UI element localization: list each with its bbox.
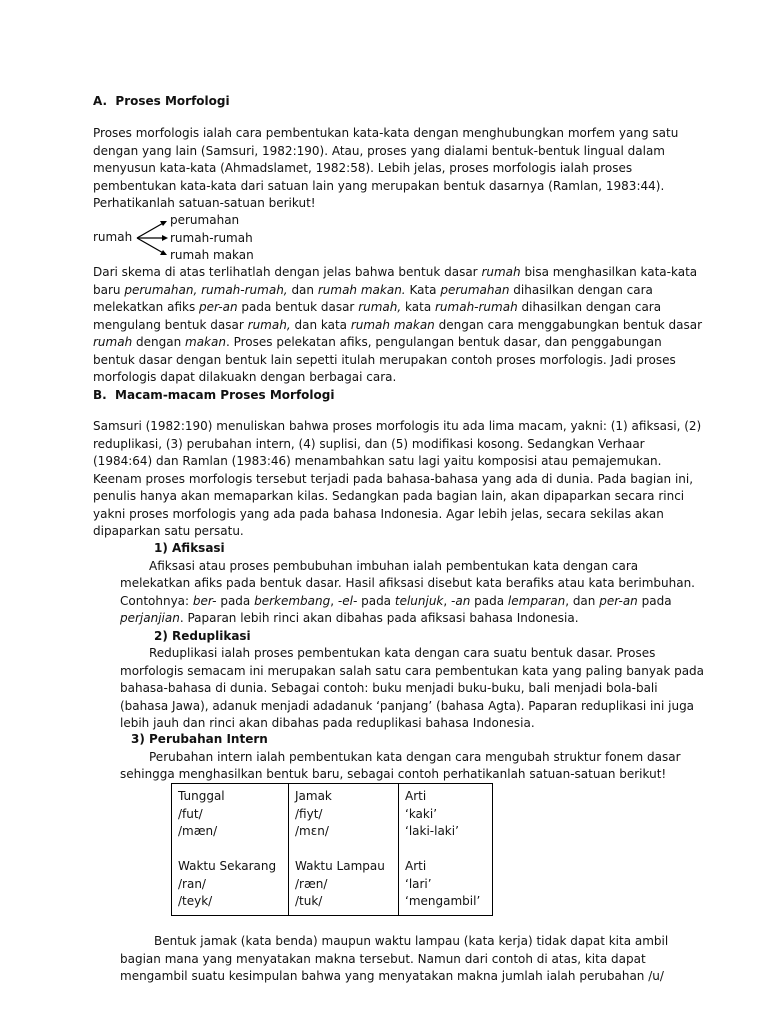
paragraph-line: Afiksasi atau proses pembubuhan imbuhan ialah pembentukan kata dengan cara bbox=[149, 558, 639, 573]
paragraph-line: Keenam proses morfologis tersebut terjadi pada bahasa-bahasa yang ada di dunia. Pada bagian ini, bbox=[93, 471, 694, 486]
table-header-cell: Waktu Sekarang bbox=[178, 859, 277, 873]
table-header-cell: Jamak bbox=[289, 784, 399, 806]
table-cell: ‘lari’ bbox=[399, 876, 493, 894]
diagram-branch-perumahan: perumahan bbox=[170, 213, 240, 227]
table-cell bbox=[399, 841, 493, 859]
paragraph-line: Proses morfologis ialah cara pembentukan kata-kata dengan menghubungkan morfem yang satu bbox=[93, 126, 679, 140]
table-cell bbox=[289, 841, 399, 859]
paragraph-line: (bahasa Jawa), adanuk menjadi adadanuk ‘panjang’ (bahasa Agta). Paparan reduplikasi ini juga bbox=[120, 698, 695, 713]
paragraph-line: menyusun kata-kata (Ahmadslamet, 1982:58). Lebih jelas, proses morfologis ialah proses bbox=[93, 161, 633, 175]
diagram-root-word: rumah bbox=[93, 230, 133, 244]
table-cell: ‘kaki’ bbox=[399, 806, 493, 824]
table-cell: /teyk/ bbox=[178, 894, 213, 908]
table-cell: /fiyt/ bbox=[289, 806, 399, 824]
subheading-afiksasi: 1) Afiksasi bbox=[154, 541, 225, 555]
paragraph-line: lebih jauh dan rinci akan dibahas pada reduplikasi bahasa Indonesia. bbox=[120, 716, 535, 730]
table-cell: /ræn/ bbox=[289, 876, 399, 894]
table-header-row bbox=[172, 784, 493, 806]
table-cell: /mɛn/ bbox=[289, 823, 399, 841]
heading-macam-macam-proses-morfologi: B. Macam-macam Proses Morfologi bbox=[93, 387, 335, 402]
table-header-cell: Waktu Lampau bbox=[289, 858, 399, 876]
diagram-branch-rumah-rumah: rumah-rumah bbox=[170, 230, 253, 245]
paragraph-line: Dari skema di atas terlihatlah dengan jelas bahwa bentuk dasar rumah bisa menghasilkan kata-kata bbox=[93, 265, 698, 279]
table-row bbox=[172, 876, 493, 894]
heading-proses-morfologi: A. Proses Morfologi bbox=[93, 94, 230, 108]
paragraph-line: mengulang bentuk dasar rumah, dan kata rumah makan dengan cara menggabungkan bentuk dasar bbox=[93, 317, 703, 332]
table-cell: ‘mengambil’ bbox=[399, 893, 493, 915]
paragraph-line: bentuk dasar dengan bentuk lain sepetti itulah merupakan contoh proses morfologis. Jadi proses bbox=[93, 352, 676, 367]
paragraph-line: sehingga menghasilkan bentuk baru, sebagai contoh perhatikanlah satuan-satuan berikut! bbox=[120, 767, 667, 781]
subheading-reduplikasi: 2) Reduplikasi bbox=[154, 628, 251, 643]
paragraph-line: rumah dengan makan. Proses pelekatan afiks, pengulangan bentuk dasar, dan penggabungan bbox=[93, 335, 662, 349]
paragraph-line: penulis hanya akan memaparkan kilas. Sedangkan pada bagian lain, akan dipaparkan secara rinci bbox=[93, 489, 685, 503]
paragraph-line: yakni proses morfologis yang ada pada bahasa Indonesia. Agar lebih jelas, secara sekilas akan bbox=[93, 506, 664, 521]
table-header-cell: Arti bbox=[399, 784, 493, 806]
example-table bbox=[171, 783, 493, 916]
table-cell: /tuk/ bbox=[289, 893, 399, 915]
paragraph-line: (1984:64) dan Ramlan (1983:46) menambahkan satu lagi yaitu komposisi atau pemajemukan. bbox=[93, 454, 662, 468]
paragraph-line: Perubahan intern ialah pembentukan kata dengan cara mengubah struktur fonem dasar bbox=[149, 749, 681, 764]
table-cell: /fut/ bbox=[178, 806, 203, 821]
table-header-cell: Tunggal bbox=[178, 789, 225, 803]
table-cell bbox=[172, 841, 289, 859]
paragraph-line: Samsuri (1982:190) menuliskan bahwa proses morfologis itu ada lima macam, yakni: (1) afiksasi, (2) bbox=[93, 419, 702, 433]
subheading-perubahan-intern: 3) Perubahan Intern bbox=[131, 732, 268, 746]
paragraph-line: bahasa-bahasa di dunia. Sebagai contoh: buku menjadi buku-buku, bali menjadi bola-bali bbox=[120, 681, 658, 695]
table-row bbox=[172, 823, 493, 841]
paragraph-line: Reduplikasi ialah proses pembentukan kata dengan cara suatu bentuk dasar. Proses bbox=[149, 646, 656, 660]
diagram-branch-rumah-makan: rumah makan bbox=[170, 248, 254, 262]
paragraph-line: morfologis semacam ini merupakan salah satu cara pembentukan kata yang paling banyak pada bbox=[120, 663, 705, 678]
table-header-row bbox=[172, 858, 493, 876]
paragraph-line: dipaparkan satu persatu. bbox=[93, 524, 244, 538]
table-cell: /mæn/ bbox=[178, 824, 218, 838]
table-cell: /ran/ bbox=[178, 876, 206, 891]
paragraph-line: Contohnya: ber- pada berkembang, -el- pada telunjuk, -an pada lemparan, dan per-an pada bbox=[120, 593, 672, 608]
branch-arrows-icon bbox=[134, 218, 170, 260]
paragraph-line: mengambil suatu kesimpulan bahwa yang menyatakan makna jumlah ialah perubahan /u/ bbox=[120, 969, 664, 983]
table-cell: ‘laki-laki’ bbox=[399, 823, 493, 841]
paragraph-line: dengan yang lain (Samsuri, 1982:190). Atau, proses yang dialami bentuk-bentuk lingual dalam bbox=[93, 143, 665, 158]
paragraph-line: Bentuk jamak (kata benda) maupun waktu lampau (kata kerja) tidak dapat kita ambil bbox=[154, 934, 669, 948]
paragraph-line: reduplikasi, (3) perubahan intern, (4) suplisi, dan (5) modifikasi kosong. Sedangkan Verhaar bbox=[93, 436, 645, 451]
table-row bbox=[172, 806, 493, 824]
paragraph-line: melekatkan afiks per-an pada bentuk dasar rumah, kata rumah-rumah dihasilkan dengan cara bbox=[93, 300, 662, 314]
paragraph-line: melekatkan afiks pada bentuk dasar. Hasil afiksasi disebut kata berafiks atau kata berimbuhan. bbox=[120, 576, 695, 590]
table-header-cell: Arti bbox=[399, 858, 493, 876]
paragraph-line: Perhatikanlah satuan-satuan berikut! bbox=[93, 196, 316, 210]
table-spacer-row bbox=[172, 841, 493, 859]
paragraph-line: baru perumahan, rumah-rumah, dan rumah makan. Kata perumahan dihasilkan dengan cara bbox=[93, 282, 653, 297]
paragraph-line: morfologis dapat dilakuakn dengan berbagai cara. bbox=[93, 370, 397, 384]
paragraph-line: pembentukan kata-kata dari satuan lain yang merupakan bentuk dasarnya (Ramlan, 1983:44). bbox=[93, 178, 665, 193]
paragraph-line: perjanjian. Paparan lebih rinci akan dibahas pada afiksasi bahasa Indonesia. bbox=[120, 611, 579, 625]
table-row bbox=[172, 893, 493, 915]
paragraph-line: bagian mana yang menyatakan makna tersebut. Namun dari contoh di atas, kita dapat bbox=[120, 951, 646, 966]
